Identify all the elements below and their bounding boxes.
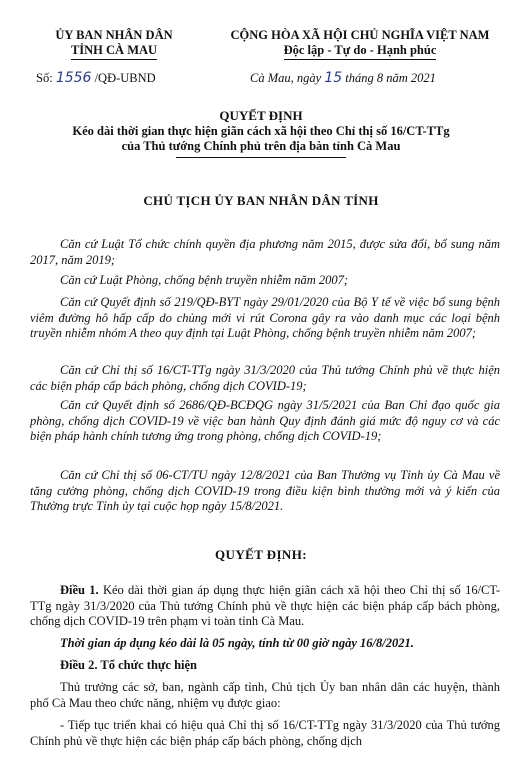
article-2-intro: Thủ trưởng các sở, ban, ngành cấp tỉnh, Chủ tịch Ủy ban nhân dân các huyện, thành phố Cà Mau theo chức năng, nhiệm vụ được giao: xyxy=(30,680,500,710)
handwritten-day: 15 xyxy=(324,70,343,86)
preamble-item: Căn cứ Luật Tổ chức chính quyền địa phương năm 2015, được sửa đổi, bổ sung năm 2017, năm 2019; xyxy=(30,237,500,267)
article-1-text: Kéo dài thời gian áp dụng thực hiện giãn cách xã hội theo Chỉ thị số 16/CT-TTg ngày 31/3/2020 của Thủ tướng Chính phủ về thực hiện các biện pháp cấp bách phòng, chống dịch COVID-19 trên phạm vi toàn tỉnh Cà Mau. xyxy=(30,583,501,628)
subtitle-line2: của Thủ tướng Chính phủ trên địa bàn tỉnh Cà Mau xyxy=(121,139,401,153)
handwritten-number: 1556 xyxy=(55,70,92,86)
national-title: CỘNG HÒA XÃ HỘI CHỦ NGHĨA VIỆT NAM xyxy=(230,28,490,42)
preamble-item: Căn cứ Chỉ thị số 16/CT-TTg ngày 31/3/2020 của Thủ tướng Chính phủ về thực hiện các biện pháp cấp bách phòng, chống dịch COVID-19; xyxy=(30,363,500,393)
issuer-line1: ỦY BAN NHÂN DÂN xyxy=(55,28,173,42)
decision-heading: QUYẾT ĐỊNH: xyxy=(215,547,307,562)
preamble-item: Căn cứ Chỉ thị số 06-CT/TU ngày 12/8/2021 của Ban Thường vụ Tỉnh ủy Cà Mau về tăng cường phòng, chống dịch COVID-19 trong điều kiện bình thường mới và ý kiến của Thường trực Tỉnh ủy tại cuộc họp ngày 15/8/2021. xyxy=(30,468,500,513)
preamble-item: Căn cứ Quyết định số 2686/QĐ-BCĐQG ngày 31/5/2021 của Ban Chỉ đạo quốc gia phòng, chống dịch COVID-19 về việc ban hành Quy định đánh giá mức độ nguy cơ và các biện pháp hành chính tương ứng trong phòng, chống dịch COVID-19; xyxy=(30,398,500,443)
issuer-line2: TỈNH CÀ MAU xyxy=(71,43,157,60)
preamble-item: Căn cứ Quyết định số 219/QĐ-BYT ngày 29/01/2020 của Bộ Y tế về việc bổ sung bệnh viêm đường hô hấp cấp do chủng mới vi rút Corona gây ra vào danh mục các loại bệnh truyền nhiễm nhóm A theo quy định tại Luật Phòng, chống bệnh truyền nhiễm năm 2007; xyxy=(30,295,500,340)
article-1-label: Điều 1. xyxy=(60,583,99,597)
date-prefix: Cà Mau, ngày xyxy=(250,71,322,85)
subtitle-underline xyxy=(176,157,346,158)
date-suffix: tháng 8 năm 2021 xyxy=(345,71,436,85)
document-subtitle xyxy=(0,124,522,158)
document-title: QUYẾT ĐỊNH xyxy=(219,108,303,123)
document-number xyxy=(36,70,156,86)
article-2-heading: Điều 2. Tổ chức thực hiện xyxy=(60,658,197,672)
subtitle-line1: Kéo dài thời gian thực hiện giãn cách xã hội theo Chỉ thị số 16/CT-TTg xyxy=(72,124,450,138)
document-date xyxy=(250,70,436,86)
article-2-item: - Tiếp tục triển khai có hiệu quả Chỉ thị số 16/CT-TTg ngày 31/3/2020 của Thủ tướng Chính phủ về thực hiện các biện pháp cấp bách phòng, chống dịch xyxy=(30,718,500,748)
number-prefix: Số: xyxy=(36,71,53,85)
article-1 xyxy=(30,583,500,630)
article-1-extension: Thời gian áp dụng kéo dài là 05 ngày, tính từ 00 giờ ngày 16/8/2021. xyxy=(60,636,414,650)
authority-heading: CHỦ TỊCH ỦY BAN NHÂN DÂN TỈNH xyxy=(143,193,379,208)
number-suffix: /QĐ-UBND xyxy=(94,71,156,85)
issuer-header xyxy=(44,28,184,60)
national-motto-header xyxy=(210,28,510,60)
national-motto: Độc lập - Tự do - Hạnh phúc xyxy=(284,43,437,60)
preamble-item: Căn cứ Luật Phòng, chống bệnh truyền nhiễm năm 2007; xyxy=(60,273,349,287)
